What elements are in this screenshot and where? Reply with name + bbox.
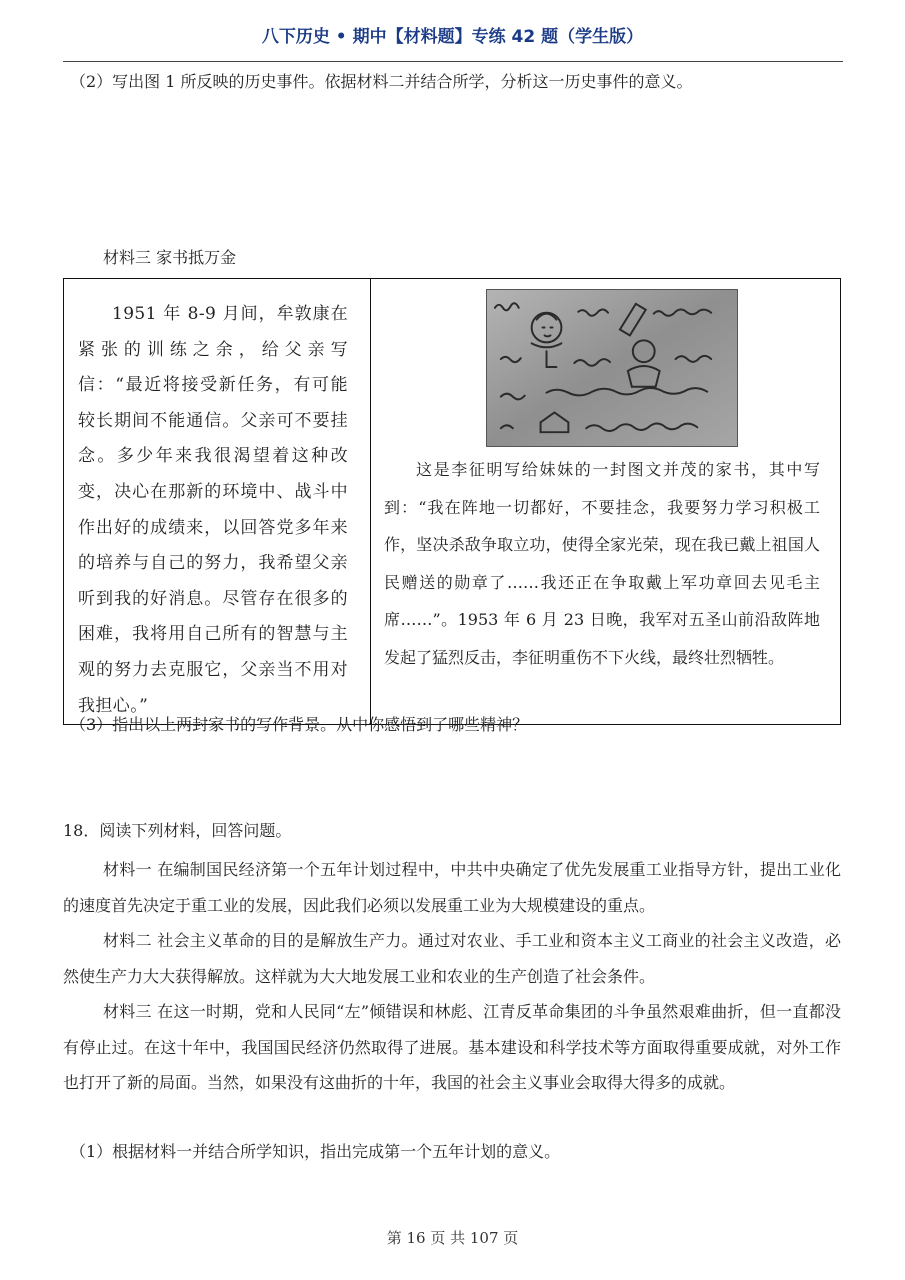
material-3-title: 材料三 家书抵万金 — [103, 248, 237, 267]
question-18-heading: 18．阅读下列材料，回答问题。 — [63, 821, 292, 840]
letter-cell-right — [371, 279, 841, 725]
letters-table — [63, 278, 841, 725]
q18-material-3: 材料三 在这一时期，党和人民同“左”倾错误和林彪、江青反革命集团的斗争虽然艰难曲折，但一直都没有停止过。在这十年中，我国国民经济仍然取得了进展。基本建设和科学技术等方面取得重要成就，对外工作也打开了新的局面。当然，如果没有这曲折的十年，我国的社会主义事业会取得大得多的成就。 — [63, 1002, 841, 1093]
letter-cell-left — [64, 279, 371, 725]
header-divider — [63, 61, 843, 62]
illustrated-letter-photo — [486, 289, 738, 447]
q18-material-1: 材料一 在编制国民经济第一个五年计划过程中，中共中央确定了优先发展重工业指导方针，提出工业化的速度首先决定于重工业的发展，因此我们必须以发展重工业为大规模建设的重点。 — [63, 860, 841, 915]
mou-dunkang-letter-text: 1951 年 8-9 月间，牟敦康在紧张的训练之余，给父亲写信：“最近将接受新任务，有可能较长期间不能通信。父亲可不要挂念。多少年来我很渴望着这种改变，决心在那新的环境中、战斗中作出好的成绩来，以回答党多年来的培养与自己的努力，我希望父亲听到我的好消息。尽管存在很多的困难，我将用自己所有的智慧与主观的努力去克服它，父亲当不用对我担心。” — [78, 304, 348, 716]
page-header-title: 八下历史 • 期中【材料题】专练 42 题（学生版） — [261, 27, 644, 47]
li-zhengming-letter-text: 这是李征明写给妹妹的一封图文并茂的家书，其中写到：“我在阵地一切都好，不要挂念，我要努力学习积极工作，坚决杀敌争取立功，使得全家光荣，现在我已戴上祖国人民赠送的勋章了……我还正在争取戴上军功章回去见毛主席……”。1953 年 6 月 23 日晚，我军对五圣山前沿敌阵地发起了猛烈反击，李征明重伤不下火线，最终壮烈牺牲。 — [384, 460, 820, 667]
q18-question-1: （1）根据材料一并结合所学知识，指出完成第一个五年计划的意义。 — [70, 1142, 561, 1161]
question-3: （3）指出以上两封家书的写作背景。从中你感悟到了哪些精神？ — [70, 715, 529, 734]
page-number: 第 16 页 共 107 页 — [386, 1229, 519, 1247]
question-2: （2）写出图 1 所反映的历史事件。依据材料二并结合所学，分析这一历史事件的意义。 — [70, 72, 693, 91]
q18-material-2: 材料二 社会主义革命的目的是解放生产力。通过对农业、手工业和资本主义工商业的社会主义改造，必然使生产力大大获得解放。这样就为大大地发展工业和农业的生产创造了社会条件。 — [63, 931, 841, 986]
